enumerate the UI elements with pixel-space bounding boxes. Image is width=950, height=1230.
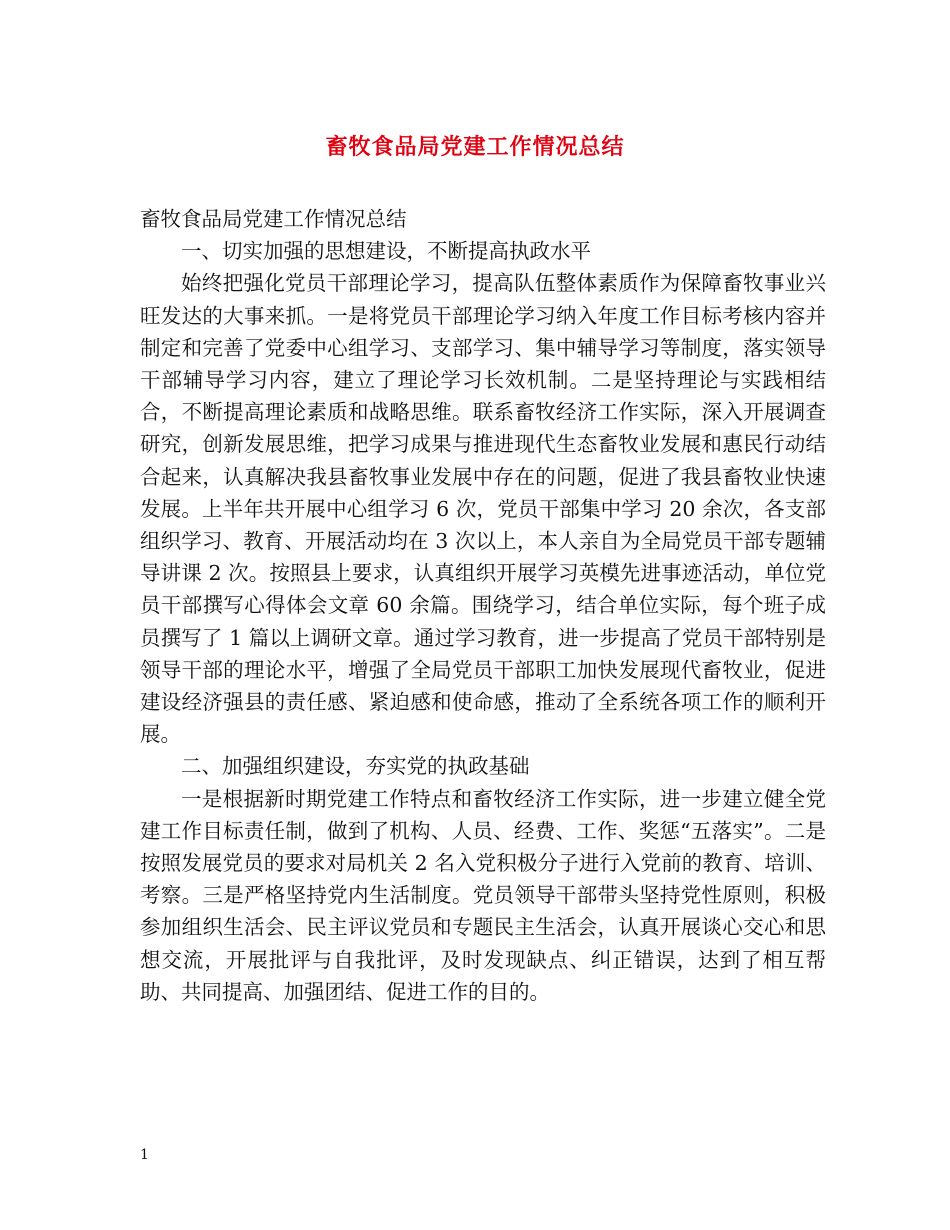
- document-title: 畜牧食品局党建工作情况总结: [325, 135, 625, 160]
- document-subtitle: 畜牧食品局党建工作情况总结: [140, 207, 407, 231]
- page-number: 1: [140, 1147, 149, 1163]
- paragraph-2: 一是根据新时期党建工作特点和畜牧经济工作实际，进一步建立健全党建工作目标责任制，做到了机构、人员、经费、工作、奖惩“五落实”。二是按照发展党员的要求对局机关 2 名入党积极分子进行入党前的教育、培训、考察。三是严格坚持党内生活制度。党员领导干部带头坚持党性原则，积极参加组织生活会、民主评议党员和专题民主生活会，认真开展谈心交心和思想交流，开展批评与自我批评，及时发现缺点、纠正错误，达到了相互帮助、共同提高、加强团结、促进工作的目的。: [140, 786, 826, 1004]
- section-heading-2: 二、加强组织建设，夯实党的执政基础: [181, 754, 530, 779]
- section-heading-1: 一、切实加强的思想建设，不断提高执政水平: [181, 239, 591, 264]
- document-body: [140, 203, 826, 1008]
- paragraph-1: 始终把强化党员干部理论学习，提高队伍整体素质作为保障畜牧事业兴旺发达的大事来抓。一是将党员干部理论学习纳入年度工作目标考核内容并制定和完善了党委中心组学习、支部学习、集中辅导学习等制度，落实领导干部辅导学习内容，建立了理论学习长效机制。二是坚持理论与实践相结合，不断提高理论素质和战略思维。联系畜牧经济工作实际，深入开展调查研究，创新发展思维，把学习成果与推进现代生态畜牧业发展和惠民行动结合起来，认真解决我县畜牧事业发展中存在的问题，促进了我县畜牧业快速发展。上半年共开展中心组学习 6 次，党员干部集中学习 20 余次，各支部组织学习、教育、开展活动均在 3 次以上，本人亲自为全局党员干部专题辅导讲课 2 次。按照县上要求，认真组织开展学习英模先进事迹活动，单位党员干部撰写心得体会文章 60 余篇。围绕学习，结合单位实际，每个班子成员撰写了 1 篇以上调研文章。通过学习教育，进一步提高了党员干部特别是领导干部的理论水平，增强了全局党员干部职工加快发展现代畜牧业，促进建设经济强县的责任感、紧迫感和使命感，推动了全系统各项工作的顺利开展。: [140, 271, 826, 747]
